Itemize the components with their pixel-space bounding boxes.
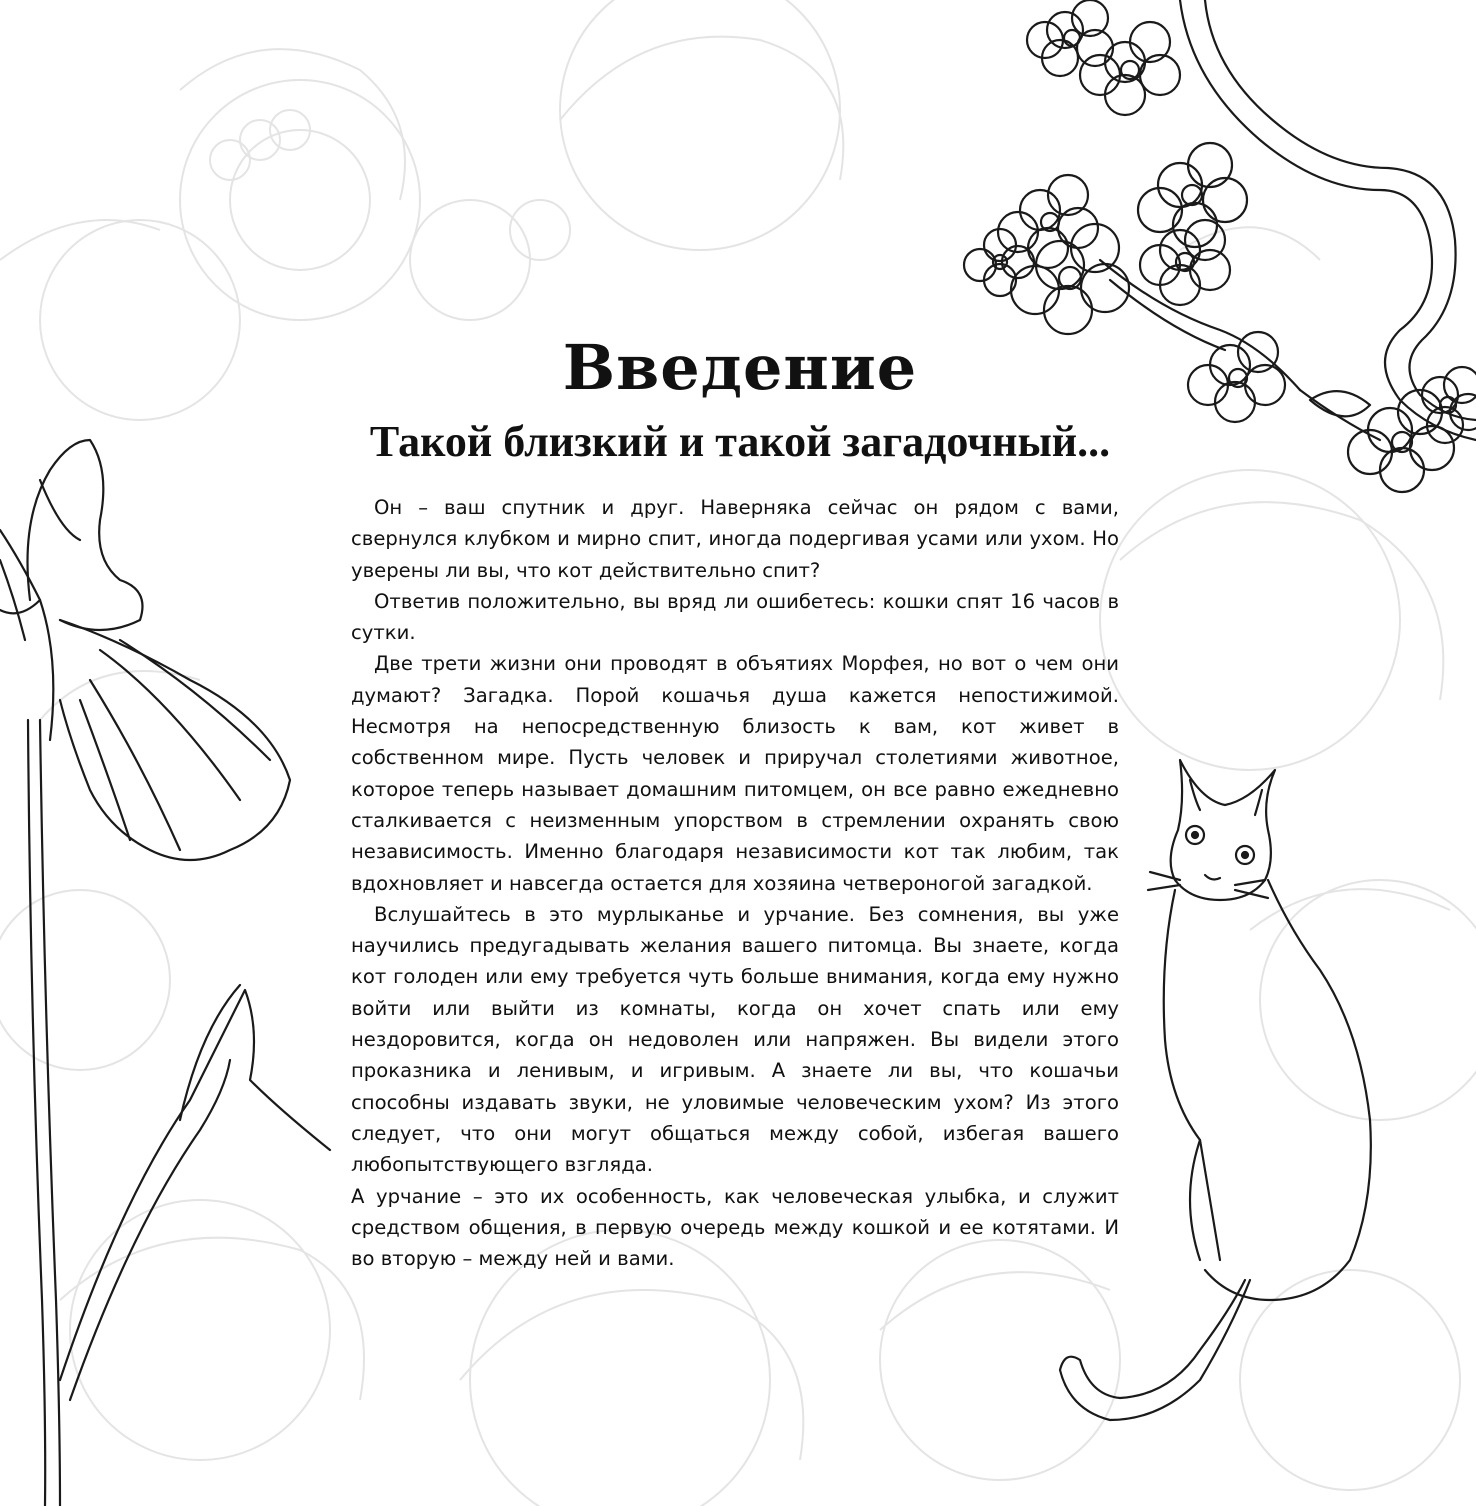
paragraph-1: Он – ваш спутник и друг. Наверняка сейчас он рядом с вами, свернулся клубком и мирно спит, иногда подергивая усами или ухом. Но уверены ли вы, что кот действительно спит? [351,496,1119,582]
paragraph-4: Вслушайтесь в это мурлыканье и урчание. Без сомнения, вы уже научились предугадывать желания вашего питомца. Вы знаете, когда кот голоден или ему требуется чуть больше внимания, когда ему нужно войти или выйти из комнаты, когда он хочет спать или ему нездоровится, когда он недоволен или напряжен. Вы видели этого проказника и ленивым, и игривым. А знаете ли вы, что кошачьи способны издавать звуки, не уловимые человеческим ухом? Из этого следует, что они могут общаться между собой, избегая вашего любопытствующего взгляда. [351,902,1119,1177]
paragraph-2: Ответив положительно, вы вряд ли ошибетесь: кошки спят 16 часов в сутки. [351,589,1119,645]
blossom [1138,143,1247,247]
blossom [1188,332,1285,422]
paragraph-3: Две трети жизни они проводят в объятиях Морфея, но вот о чем они думают? Загадка. Порой кошачья душа кажется непостижимой. Несмотря на непосредственную близость к вам, кот живет в собственном мире. Пусть человек и приручал столетиями животное, которое теперь называет домашним питомцем, он все равно ежедневно сталкивается с неизменным упорством в стремлении охранять свою независимость. Именно благодаря независимости кот так любим, так вдохновляет и навсегда остается для хозяина четвероногой загадкой. [351,652,1119,895]
page-title: Введение [562,331,918,404]
iris-flower [0,440,330,1506]
paragraph-5: А урчание – это их особенность, как человеческая улыбка, и служит средством общения, в первую очередь между кошкой и ее котятами. И во вторую – между ней и вами. [351,1184,1119,1271]
blossom [1027,0,1113,76]
page-subtitle: Такой близкий и такой загадочный... [369,417,1111,466]
body-text [351,492,1119,1274]
